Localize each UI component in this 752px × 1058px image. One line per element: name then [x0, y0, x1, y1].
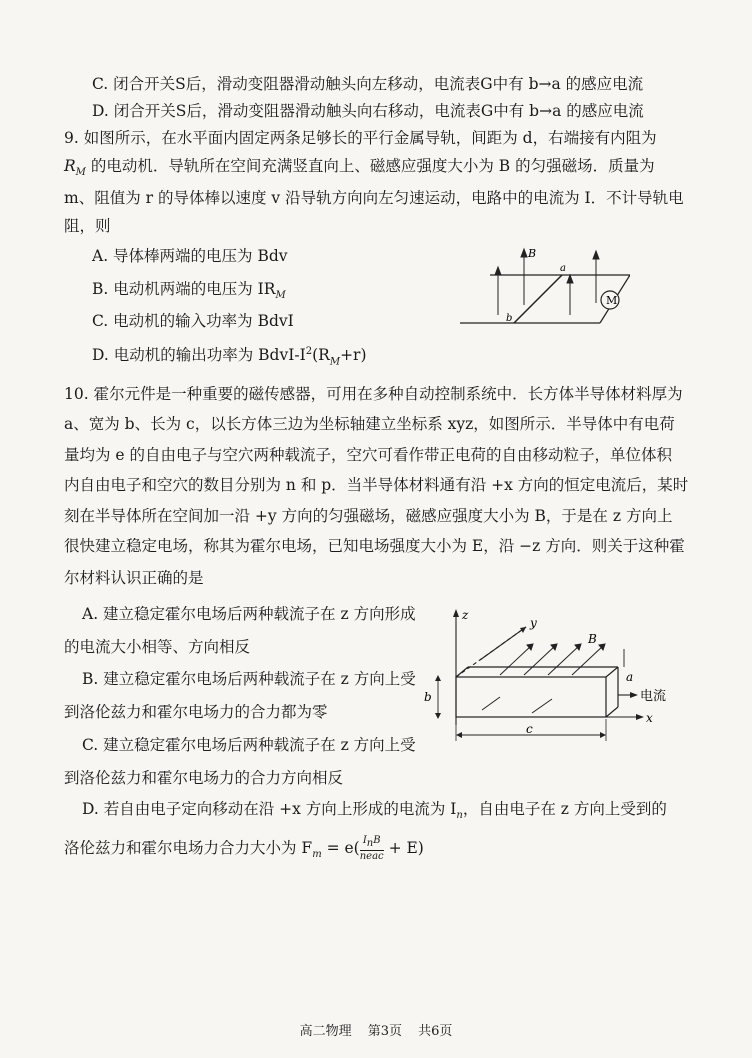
q10-stem-line3: 量均为 e 的自由电子与空穴两种载流子，空穴可看作带正电荷的自由移动粒子，单位体积 — [64, 446, 673, 464]
q9-rail-diagram — [450, 245, 630, 335]
svg-text:M: M — [606, 294, 618, 307]
q9-option-a: A. 导体棒两端的电压为 Bdv — [92, 247, 288, 265]
q9-stem-line4: 阻，则 — [64, 217, 111, 235]
q10-option-b-line2: 到洛伦兹力和霍尔电场力的合力都为零 — [64, 703, 328, 721]
svg-text:b: b — [506, 313, 513, 324]
q10-option-d-line2: 洛伦兹力和霍尔电场力合力大小为 $F_m = e$( $\frac{I_nB}{\text{neac}}$ + E) — [64, 835, 424, 862]
q10-option-c-line2: 到洛伦兹力和霍尔电场力的合力方向相反 — [64, 769, 344, 787]
q8-option-d: D. 闭合开关S后，滑动变阻器滑动触头向右移动，电流表G中有 b→a 的感应电流 — [92, 102, 644, 120]
footer-page-number: 第3页 — [367, 1024, 402, 1039]
q9-stem-line2: $R_M$ 的电动机．导轨所在空间充满竖直向上、磁感应强度大小为 B 的匀强磁场．质量为 — [64, 157, 655, 179]
footer-total-pages: 共6页 — [418, 1024, 453, 1039]
q10-stem-line5: 刻在半导体所在空间加一沿 +y 方向的匀强磁场，磁感应强度大小为 B，于是在 z 方向上 — [64, 507, 673, 525]
q10-stem-line4: 内自由电子和空穴的数目分别为 n 和 p．当半导体材料通有沿 +x 方向的恒定电流后，某时 — [64, 476, 689, 494]
svg-text:c: c — [526, 722, 533, 736]
q10-option-a-line1: A. 建立稳定霍尔电场后两种载流子在 z 方向形成 — [82, 605, 416, 623]
svg-text:z: z — [462, 608, 469, 622]
q9-option-b: B. 电动机两端的电压为 $IR_M$ — [92, 280, 286, 302]
q9-option-d: D. 电动机的输出功率为 BdvI-$I^2(R_M+r)$ — [92, 346, 367, 368]
q10-hall-element-diagram — [420, 605, 710, 745]
svg-text:b: b — [424, 690, 432, 704]
q10-stem-line1: 10. 霍尔元件是一种重要的磁传感器，可用在多种自动控制系统中．长方体半导体材料厚为 — [64, 385, 683, 403]
svg-text:a: a — [560, 263, 566, 274]
q10-option-b-line1: B. 建立稳定霍尔电场后两种载流子在 z 方向上受 — [82, 670, 416, 688]
svg-text:B: B — [588, 632, 597, 646]
q10-option-d-line1: D. 若自由电子定向移动在沿 +x 方向上形成的电流为 $I_n$，自由电子在 z 方向上受到的 — [82, 800, 667, 822]
q10-option-c-line1: C. 建立稳定霍尔电场后两种载流子在 z 方向上受 — [82, 736, 416, 754]
svg-text:x: x — [646, 711, 653, 725]
q9-option-c: C. 电动机的输入功率为 BdvI — [92, 312, 294, 330]
force-fraction: $\frac{I_nB}{\text{neac}}$ — [359, 835, 384, 862]
page-footer — [0, 1020, 752, 1039]
q10-stem-line2: a、宽为 b、长为 c，以长方体三边为坐标轴建立坐标系 xyz，如图所示．半导体中有电荷 — [64, 415, 675, 433]
svg-text:电流: 电流 — [640, 689, 667, 704]
svg-text:B: B — [528, 247, 537, 260]
q8-option-c: C. 闭合开关S后，滑动变阻器滑动触头向左移动，电流表G中有 b→a 的感应电流 — [92, 75, 644, 93]
svg-text:a: a — [626, 670, 634, 684]
q9-stem-line3: m、阻值为 r 的导体棒以速度 v 沿导轨方向向左匀速运动，电路中的电流为 I．不计导轨电 — [64, 189, 684, 207]
q10-option-a-line2: 的电流大小相等、方向相反 — [64, 638, 251, 656]
footer-subject: 高二物理 — [299, 1024, 352, 1039]
svg-text:y: y — [530, 616, 537, 630]
q10-stem-line6: 很快建立稳定电场，称其为霍尔电场，已知电场强度大小为 E，沿 −z 方向．则关于这种霍 — [64, 537, 685, 555]
q9-stem-line1: 9. 如图所示，在水平面内固定两条足够长的平行金属导轨，间距为 d，右端接有内阻为 — [64, 129, 657, 147]
q10-stem-line7: 尔材料认识正确的是 — [64, 569, 204, 587]
